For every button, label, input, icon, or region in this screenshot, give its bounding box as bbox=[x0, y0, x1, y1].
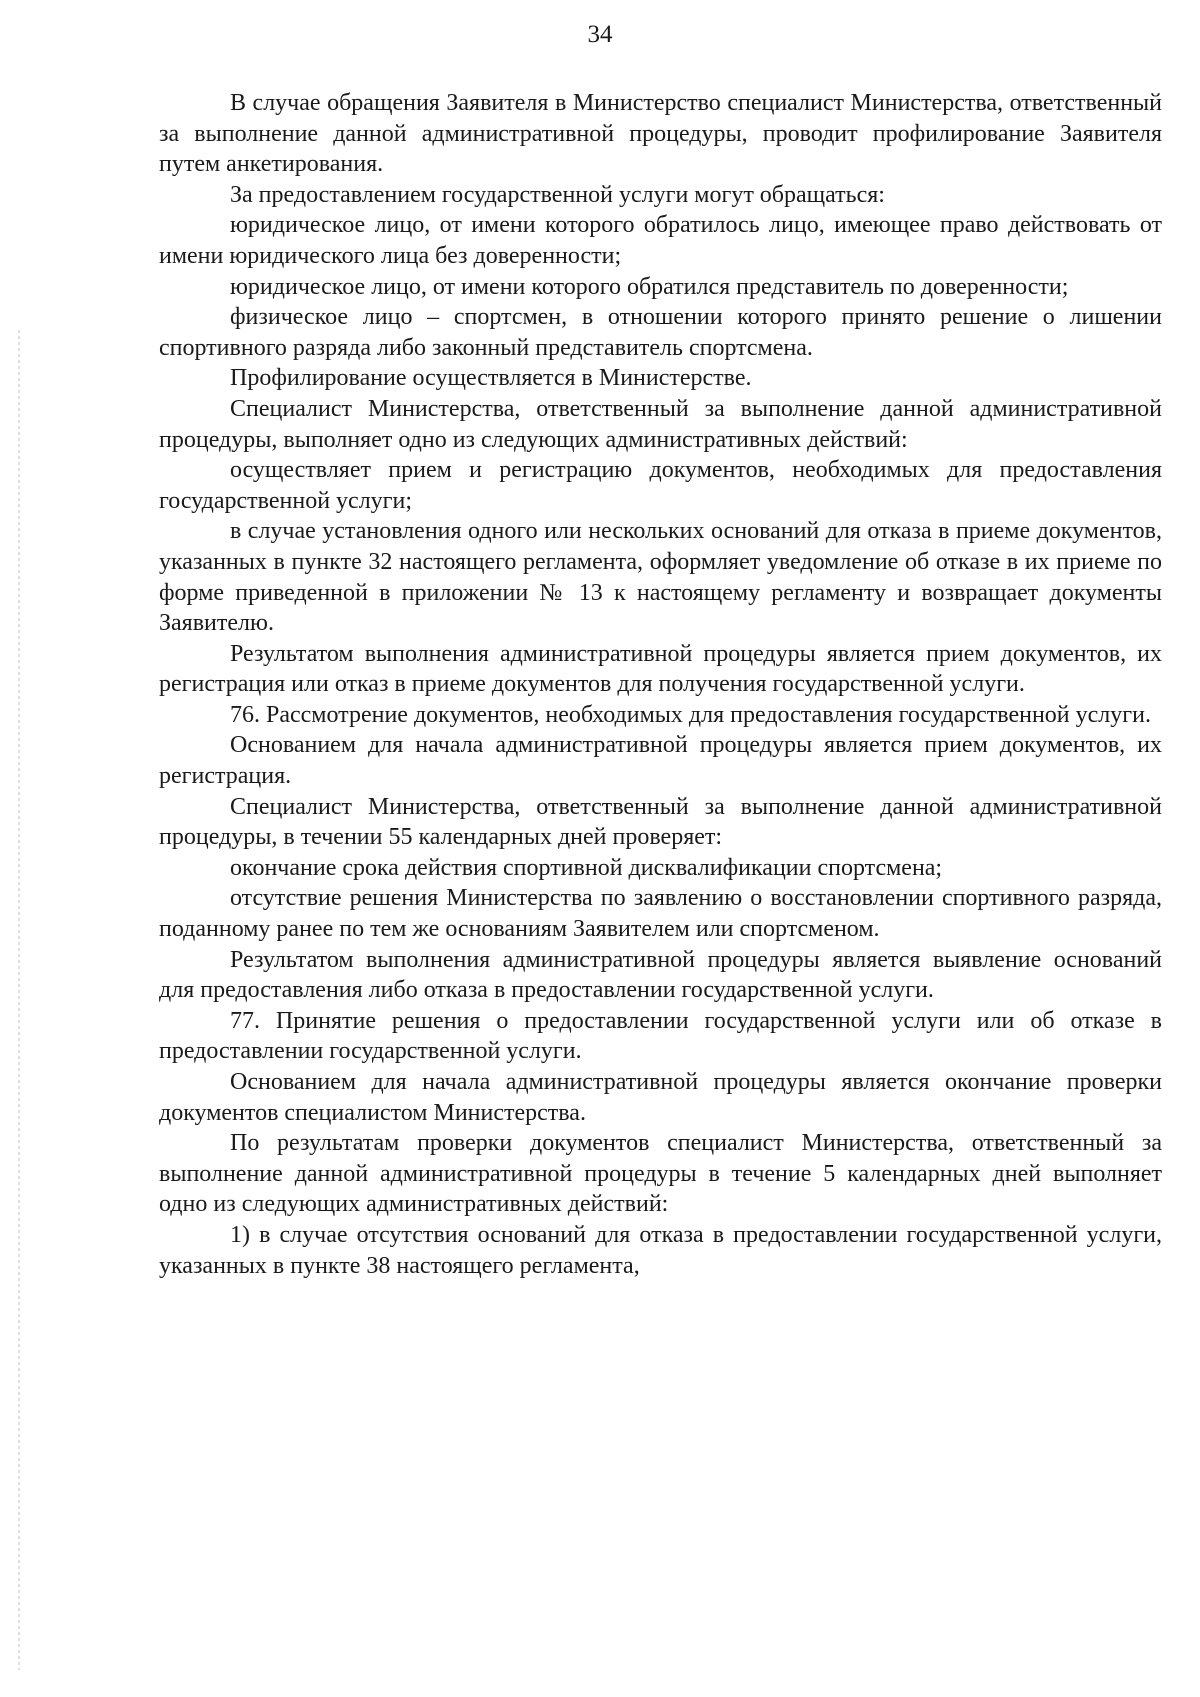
paragraph: Специалист Министерства, ответственный за выполнение данной административной процедуры, выполняет одно из следующих административных действий: bbox=[159, 395, 1162, 453]
paragraph: 1) в случае отсутствия оснований для отказа в предоставлении государственной услуги, указанных в пункте 38 настоящего регламента, bbox=[159, 1221, 1162, 1279]
paragraph: отсутствие решения Министерства по заявлению о восстановлении спортивного разряда, поданному ранее по тем же основаниям Заявителем или спортсменом. bbox=[159, 885, 1162, 943]
paragraph: физическое лицо – спортсмен, в отношении которого принято решение о лишении спортивного разряда либо законный представитель спортсмена. bbox=[159, 304, 1162, 361]
document-body bbox=[159, 88, 1162, 1281]
paragraph: юридическое лицо, от имени которого обратилось лицо, имеющее право действовать от имени юридического лица без доверенности; bbox=[159, 212, 1162, 269]
paragraph: окончание срока действия спортивной дисквалификации спортсмена; bbox=[230, 854, 943, 881]
paragraph: Результатом выполнения административной процедуры является прием документов, их регистрация или отказ в приеме документов для получения государственной услуги. bbox=[159, 640, 1162, 698]
section-heading-77: 77. Принятие решения о предоставлении государственной услуги или об отказе в предоставлении государственной услуги. bbox=[159, 1007, 1162, 1065]
paragraph: Основанием для начала административной процедуры является прием документов, их регистрация. bbox=[159, 732, 1162, 790]
paragraph: Профилирование осуществляется в Министерстве. bbox=[230, 365, 752, 392]
paragraph: За предоставлением государственной услуги могут обращаться: bbox=[230, 181, 885, 208]
scan-edge-artifact bbox=[18, 330, 20, 1670]
paragraph: осуществляет прием и регистрацию документов, необходимых для предоставления государственной услуги; bbox=[159, 457, 1162, 514]
paragraph: в случае установления одного или нескольких оснований для отказа в приеме документов, указанных в пункте 32 настоящего регламента, оформляет уведомление об отказе в их приеме по форме приведенной в приложении № 13 к настоящему регламенту и возвращает документы Заявителю. bbox=[159, 518, 1162, 637]
section-heading-76: 76. Рассмотрение документов, необходимых для предоставления государственной услуги. bbox=[230, 701, 1151, 728]
paragraph: В случае обращения Заявителя в Министерство специалист Министерства, ответственный за выполнение данной административной процедуры, проводит профилирование Заявителя путем анкетирования. bbox=[159, 90, 1162, 178]
paragraph: Результатом выполнения административной процедуры является выявление оснований для предоставления либо отказа в предоставлении государственной услуги. bbox=[159, 946, 1162, 1004]
paragraph: Основанием для начала административной процедуры является окончание проверки документов специалистом Министерства. bbox=[159, 1069, 1162, 1126]
page-number: 34 bbox=[587, 21, 613, 48]
paragraph: По результатам проверки документов специалист Министерства, ответственный за выполнение данной административной процедуры в течение 5 календарных дней выполняет одно из следующих административных действий: bbox=[159, 1130, 1162, 1218]
paragraph: Специалист Министерства, ответственный за выполнение данной административной процедуры, в течении 55 календарных дней проверяет: bbox=[159, 793, 1162, 851]
paragraph: юридическое лицо, от имени которого обратился представитель по доверенности; bbox=[230, 273, 1069, 300]
